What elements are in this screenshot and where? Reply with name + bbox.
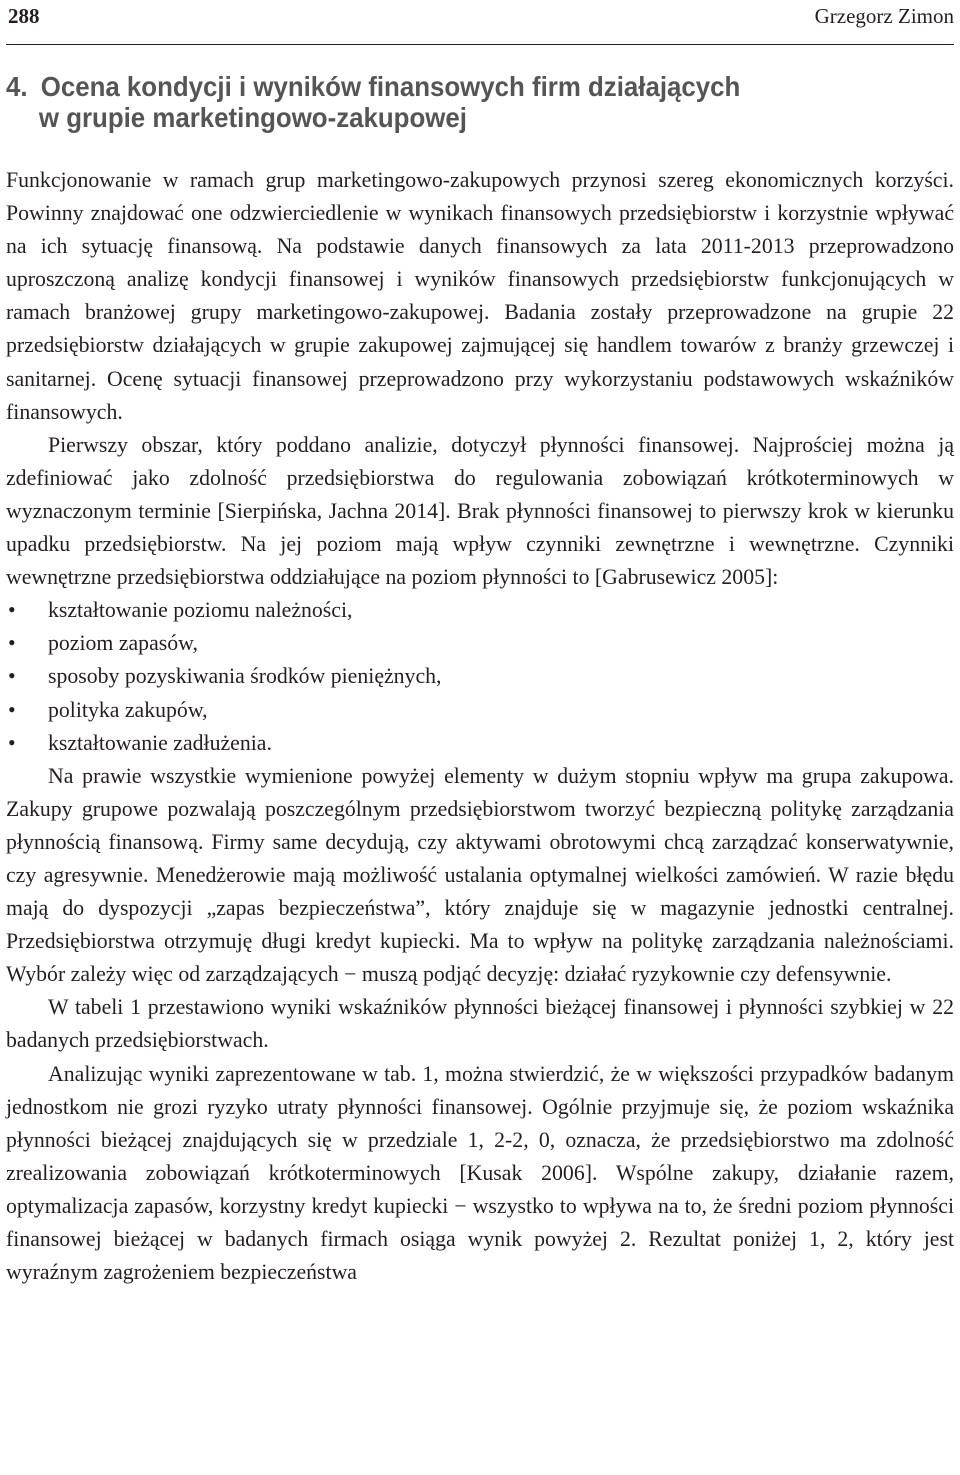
bullet-symbol: • bbox=[8, 664, 16, 689]
bullet-item-text: polityka zakupów, bbox=[48, 697, 208, 722]
bullet-item bbox=[6, 627, 954, 660]
bullet-item-text: kształtowanie poziomu należności, bbox=[48, 598, 353, 623]
paragraph-1: Funkcjonowanie w ramach grup marketingowo-zakupowych przynosi szereg ekonomicznych korzyści. Powinny znajdować one odzwierciedlenie w wynikach finansowych przedsiębiorstw i korzystnie wpływać na ich sytuację finansową. Na podstawie danych finansowych za lata 2011-2013 przeprowadzono uproszczoną analizę kondycji finansowej i wyników finansowych przedsiębiorstw funkcjonujących w ramach branżowej grupy marketingowo-zakupowej. Badania zostały przeprowadzone na grupie 22 przedsiębiorstw działających w grupie zakupowej zajmującej się handlem towarów z branży grzewczej i sanitarnej. Ocenę sytuacji finansowej przeprowadzono przy wykorzystaniu podstawowych wskaźników finansowych. bbox=[6, 168, 954, 424]
bullet-symbol: • bbox=[8, 697, 16, 722]
bullet-item-text: sposoby pozyskiwania środków pieniężnych, bbox=[48, 664, 442, 689]
bullet-item bbox=[6, 594, 954, 627]
paragraph-3: Na prawie wszystkie wymienione powyżej elementy w dużym stopniu wpływ ma grupa zakupowa. Zakupy grupowe pozwalają poszczególnym przedsiębiorstwom tworzyć bezpieczną politykę zarządzania płynnością finansową. Firmy same decydują, czy aktywami obrotowymi chcą zarządzać konserwatywnie, czy agresywnie. Menedżerowie mają możliwość ustalania optymalnej wielkości zamówień. W razie błędu mają do dyspozycji „zapas bezpieczeństwa”, który znajduje się w magazynie jednostki centralnej. Przedsiębiorstwa otrzymuję długi kredyt kupiecki. Ma to wpływ na politykę zarządzania należnościami. Wybór zależy więc od zarządzających − muszą podjąć decyzję: działać ryzykownie czy defensywnie. bbox=[6, 763, 954, 987]
bullet-item bbox=[6, 694, 954, 727]
section-title-line-1: Ocena kondycji i wyników finansowych firm działających bbox=[40, 71, 741, 102]
paragraph-4: W tabeli 1 przestawiono wyniki wskaźników płynności bieżącej finansowej i płynności szybkiej w 22 badanych przedsiębiorstwach. bbox=[6, 995, 954, 1053]
running-header bbox=[6, 0, 954, 45]
bullet-symbol: • bbox=[8, 631, 16, 656]
bullet-symbol: • bbox=[8, 598, 16, 623]
paragraph-5: Analizując wyniki zaprezentowane w tab. 1, można stwierdzić, że w większości przypadków badanym jednostkom nie grozi ryzyko utraty płynności finansowej. Ogólnie przyjmuje się, że poziom wskaźnika płynności bieżącej znajdujących się w przedziale 1, 2-2, 0, oznacza, że przedsiębiorstwo ma zdolność zrealizowania zobowiązań krótkoterminowych [Kusak 2006]. Wspólne zakupy, działanie razem, optymalizacja zapasów, korzystny kredyt kupiecki − wszystko to wpływa na to, że średni poziom płynności finansowej bieżącej w badanych firmach osiąga wynik powyżej 2. Rezultat poniżej 1, 2, który jest wyraźnym zagrożeniem bezpieczeństwa bbox=[6, 1061, 954, 1285]
document-page bbox=[6, 0, 954, 1289]
paragraph-2: Pierwszy obszar, który poddano analizie, dotyczył płynności finansowej. Najprościej można ją zdefiniować jako zdolność przedsiębiorstwa do regulowania zobowiązań krótkoterminowych w wyznaczonym terminie [Sierpińska, Jachna 2014]. Brak płynności finansowej to pierwszy krok w kierunku upadku przedsiębiorstw. Na jej poziom mają wpływ czynniki zewnętrzne i wewnętrzne. Czynniki wewnętrzne przedsiębiorstwa oddziałujące na poziom płynności to [Gabrusewicz 2005]: bbox=[6, 432, 954, 590]
page-number: 288 bbox=[8, 4, 40, 28]
section-heading-line-1 bbox=[6, 71, 946, 102]
bullet-item bbox=[6, 727, 954, 760]
body-text bbox=[6, 164, 954, 1289]
bullet-symbol: • bbox=[8, 730, 16, 755]
running-head-author: Grzegorz Zimon bbox=[814, 4, 954, 28]
bullet-item-text: kształtowanie zadłużenia. bbox=[48, 730, 272, 755]
section-heading bbox=[6, 71, 946, 133]
section-title-line-2: w grupie marketingowo-zakupowej bbox=[38, 102, 467, 133]
bullet-item-text: poziom zapasów, bbox=[48, 631, 198, 656]
bullet-item bbox=[6, 660, 954, 693]
bullet-list bbox=[6, 594, 954, 759]
section-number: 4. bbox=[6, 71, 28, 102]
